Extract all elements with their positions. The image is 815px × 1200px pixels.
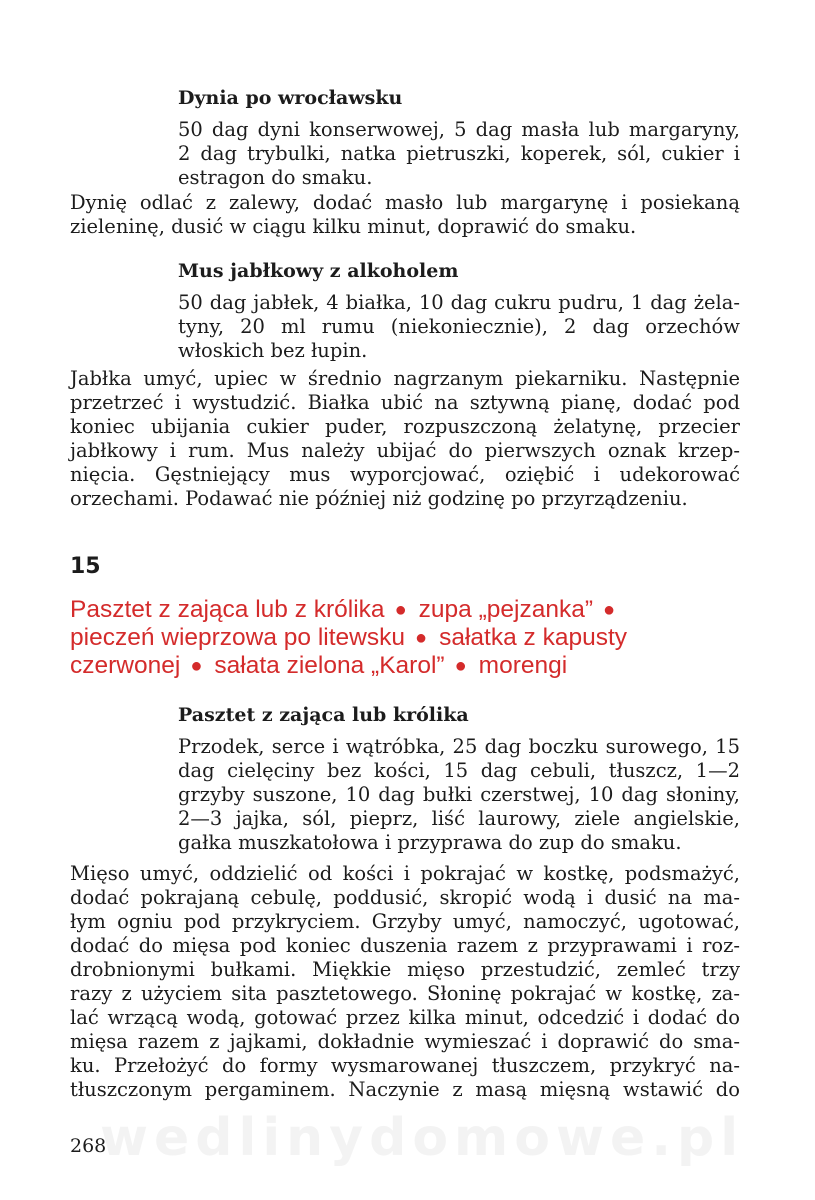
menu-line-2 <box>70 624 742 652</box>
instructions-line: tłuszczonym pergaminem. Naczynie z masą mięsną wstawić do <box>70 1078 740 1101</box>
instructions-line: jabłkowy i rum. Mus należy ubijać do pierwszych oznak krzep- <box>70 439 740 462</box>
menu-item: sałatka z kapusty <box>439 624 628 651</box>
menu-item: czerwonej <box>70 652 181 679</box>
recipe-title-pasztet: Pasztet z zająca lub królika <box>178 704 469 726</box>
bullet-icon: ● <box>602 599 616 621</box>
menu-item: pieczeń wieprzowa po litewsku <box>70 624 405 651</box>
instructions-line: dodać do mięsa pod koniec duszenia razem z przyprawami i roz- <box>70 934 740 957</box>
ingredients-line: tyny, 20 ml rumu (niekoniecznie), 2 dag orzechów <box>178 315 740 338</box>
ingredients-mus-jablkowy <box>178 291 740 363</box>
instructions-line: łym ogniu pod przykryciem. Grzyby umyć, namoczyć, ugotować, <box>70 910 740 933</box>
ingredients-line: Przodek, serce i wątróbka, 25 dag boczku surowego, 15 <box>178 735 740 758</box>
ingredients-line: grzyby suszone, 10 dag bułki czerstwej, 10 dag słoniny, <box>178 783 740 806</box>
instructions-pasztet <box>70 862 740 1102</box>
ingredients-line: dag cielęciny bez kości, 15 dag cebuli, tłuszcz, 1—2 <box>178 759 740 782</box>
menu-line-1 <box>70 596 742 624</box>
instructions-line: zieleninę, dusić w ciągu kilku minut, doprawić do smaku. <box>70 215 637 238</box>
instructions-line: ku. Przełożyć do formy wysmarowanej tłuszczem, przykryć na- <box>70 1054 740 1077</box>
instructions-mus-jablkowy <box>70 367 740 511</box>
instructions-line: Dynię odlać z zalewy, dodać masło lub margarynę i posiekaną <box>70 191 740 214</box>
ingredients-line: 2 dag trybulki, natka pietruszki, koperek, sól, cukier i <box>178 142 740 165</box>
instructions-line: koniec ubijania cukier puder, rozpuszczoną żelatynę, przecier <box>70 415 740 438</box>
instructions-dynia <box>70 191 740 239</box>
instructions-line: drobnionymi bułkami. Miękkie mięso przestudzić, zemleć trzy <box>70 958 740 981</box>
bullet-icon: ● <box>415 627 428 649</box>
instructions-line: Mięso umyć, oddzielić od kości i pokrajać w kostkę, podsmażyć, <box>70 862 740 885</box>
bullet-icon: ● <box>454 655 467 677</box>
instructions-line: Jabłka umyć, upiec w średnio nagrzanym piekarniku. Następnie <box>70 367 740 390</box>
instructions-line: dodać pokrajaną cebulę, poddusić, skropić wodą i dusić na ma- <box>70 886 740 909</box>
recipe-title-dynia: Dynia po wrocławsku <box>178 87 403 109</box>
menu-item: zupa „pejzanka” <box>418 596 593 623</box>
recipe-title-mus-jablkowy: Mus jabłkowy z alkoholem <box>178 260 459 282</box>
page-number: 268 <box>70 1135 107 1157</box>
bullet-icon: ● <box>394 599 407 621</box>
instructions-line: przetrzeć i wystudzić. Białka ubić na sztywną pianę, dodać pod <box>70 391 740 414</box>
menu-heading <box>70 596 742 680</box>
ingredients-line: gałka muszkatołowa i przyprawa do zup do smaku. <box>178 831 682 854</box>
ingredients-line: estragon do smaku. <box>178 166 373 189</box>
menu-line-3 <box>70 652 742 680</box>
bullet-icon: ● <box>190 655 203 677</box>
instructions-line: mięsa razem z jajkami, dokładnie wymieszać i doprawić do sma- <box>70 1030 740 1053</box>
ingredients-dynia <box>178 118 740 190</box>
menu-item: sałata zielona „Karol” <box>214 652 445 679</box>
menu-item: morengi <box>478 652 568 679</box>
ingredients-pasztet <box>178 735 740 855</box>
ingredients-line: 50 dag dyni konserwowej, 5 dag masła lub margaryny, <box>178 118 740 141</box>
menu-item: Pasztet z zająca lub z królika <box>70 596 385 623</box>
ingredients-line: włoskich bez łupin. <box>178 339 368 362</box>
instructions-line: razy z użyciem sita pasztetowego. Słoninę pokrajać w kostkę, za- <box>70 982 740 1005</box>
section-number: 15 <box>70 554 101 579</box>
instructions-line: nięcia. Gęstniejący mus wyporcjować, oziębić i udekorować <box>70 463 740 486</box>
instructions-line: lać wrzącą wodą, gotować przez kilka minut, odcedzić i dodać do <box>70 1006 740 1029</box>
watermark: wedlinydomowe.pl <box>100 1108 745 1168</box>
instructions-line: orzechami. Podawać nie później niż godzinę po przyrządzeniu. <box>70 487 688 510</box>
ingredients-line: 2—3 jajka, sól, pieprz, liść laurowy, ziele angielskie, <box>178 807 740 830</box>
ingredients-line: 50 dag jabłek, 4 białka, 10 dag cukru pudru, 1 dag żela- <box>178 291 740 314</box>
